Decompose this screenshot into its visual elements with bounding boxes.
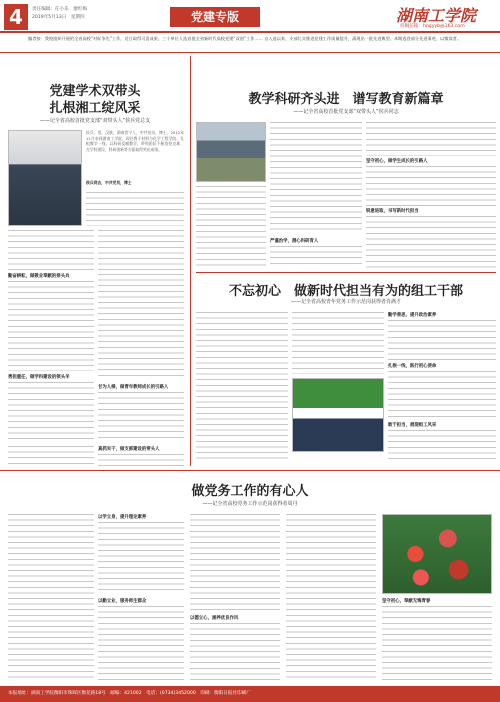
contact-email: 投稿信箱：hngyyb@163.com <box>400 24 465 29</box>
article3-section3: 敢于担当，展现组工风采 <box>388 423 437 428</box>
text-block <box>8 382 94 442</box>
article2-subtitle: ——记全省高校首批党支部“双带头人”侯兵同志 <box>293 109 399 115</box>
text-block <box>292 312 384 374</box>
article1-subtitle: ——记全省高校首批党支部“双带头人”侯兵党总支 <box>39 118 151 124</box>
text-block <box>190 623 280 682</box>
article2-section1: 严谨治学，潜心科研育人 <box>270 239 319 244</box>
article1-title-line2: 扎根湘工绽风采 <box>49 101 141 116</box>
text-block <box>98 606 184 682</box>
article4-title: 做党务工作的有心人 <box>191 484 309 499</box>
article4-section1: 以学立身，提升理论素养 <box>98 515 147 520</box>
text-block <box>382 606 492 682</box>
text-block <box>366 216 496 268</box>
text-block <box>366 122 496 156</box>
article1-section4: 真抓实干，做支部建设的带头人 <box>98 447 160 452</box>
text-block <box>196 312 288 462</box>
article1-section2: 勇担重任，做学科建设的领头羊 <box>8 375 70 380</box>
text-block <box>286 514 376 682</box>
article2-title: 教学科研齐头进 谱写教育新篇章 <box>248 92 444 107</box>
text-block <box>86 192 184 226</box>
article2-section3: 锐意进取，书写新时代担当 <box>366 209 419 214</box>
text-block <box>8 446 94 468</box>
page-number: 4 <box>4 4 28 30</box>
text-block <box>388 371 496 419</box>
text-block <box>98 522 184 594</box>
article4-section4: 坚守初心，奉献无悔青春 <box>382 599 431 604</box>
newspaper-masthead: 湖南工学院 <box>396 6 477 25</box>
issue-date: 2019年5月13日 星期四 <box>32 15 85 20</box>
article3-section2: 扎根一线，践行初心使命 <box>388 364 437 369</box>
text-block <box>270 122 362 234</box>
article1-section3: 甘为人梯，做青年教师成长的引路人 <box>98 385 169 390</box>
page-footer <box>0 686 500 702</box>
text-block <box>388 430 496 462</box>
text-block <box>8 281 94 371</box>
article4-photo <box>382 514 492 594</box>
text-block <box>196 186 266 268</box>
portrait-photo <box>8 130 82 226</box>
article4-subtitle: ——记全省高校党务工作示范岗获得者周丹 <box>202 501 298 507</box>
article4-section3: 以德立心，涵养优良作风 <box>190 616 239 621</box>
text-block <box>366 166 496 206</box>
header-rule <box>0 31 500 33</box>
article4-section2: 以勤立业，服务师生群众 <box>98 599 147 604</box>
section-banner: 党建专版 <box>170 7 260 27</box>
text-block <box>8 514 94 682</box>
photo-caption: 侯兵同志，中共党员，博士 <box>86 180 132 185</box>
divider <box>0 52 500 53</box>
article3-title: 不忘初心 做新时代担当有为的组工干部 <box>228 284 463 299</box>
text-block <box>270 246 362 268</box>
article3-photo <box>292 378 384 452</box>
text-block <box>98 392 184 442</box>
editor-names: 责任编辑：任小乐 廖红梅 <box>32 7 88 12</box>
editor-note: 编者按：我校组织开展的全省高校“对标争先”工作，近日取得可喜成果。三个单位入选首批全省新时代高校党建“双创”工作…… 自入选以来，支部扎实推进党建工作质量提升，涌现出一批先进典型。本期选登部分先进事迹，以飨读者。 <box>28 36 461 41</box>
article1-section1: 勤奋耕耘，做敬业奉献的排头兵 <box>8 274 70 279</box>
text-block <box>98 454 184 468</box>
article2-photo <box>196 122 266 182</box>
divider <box>0 470 500 471</box>
editor-line <box>32 6 87 22</box>
divider <box>196 272 496 273</box>
article2-section2: 坚守初心，做学生成长的引路人 <box>366 159 428 164</box>
column-divider <box>190 56 191 466</box>
text-block <box>98 274 184 380</box>
text-block <box>8 230 94 270</box>
text-block <box>388 320 496 360</box>
text-block <box>190 514 280 612</box>
article3-section1: 勤学善思，提升政治素养 <box>388 313 437 318</box>
article3-subtitle: ——记全省高校青年党务工作示范岗获得者肖满才 <box>290 299 401 305</box>
article1-intro: 侯兵，男，汉族，湖南常宁人，中共党员，博士，2012年11月来到湖南工学院，现任教于材料与化学工程学院。扎根教学一线，以科研反哺教学，带领团队不断攻坚克难，在学科建设、科研创新等方面取得突出成绩。 <box>86 130 184 152</box>
text-block <box>98 230 184 270</box>
article1-title-line1: 党建学术双带头 <box>49 84 141 99</box>
footer-text: 本报地址：湖南工学院衡阳市珠晖区衡花路18号 邮编：421002 电话：(0734)3452000 印刷：衡阳日报社印刷厂 <box>8 691 251 696</box>
